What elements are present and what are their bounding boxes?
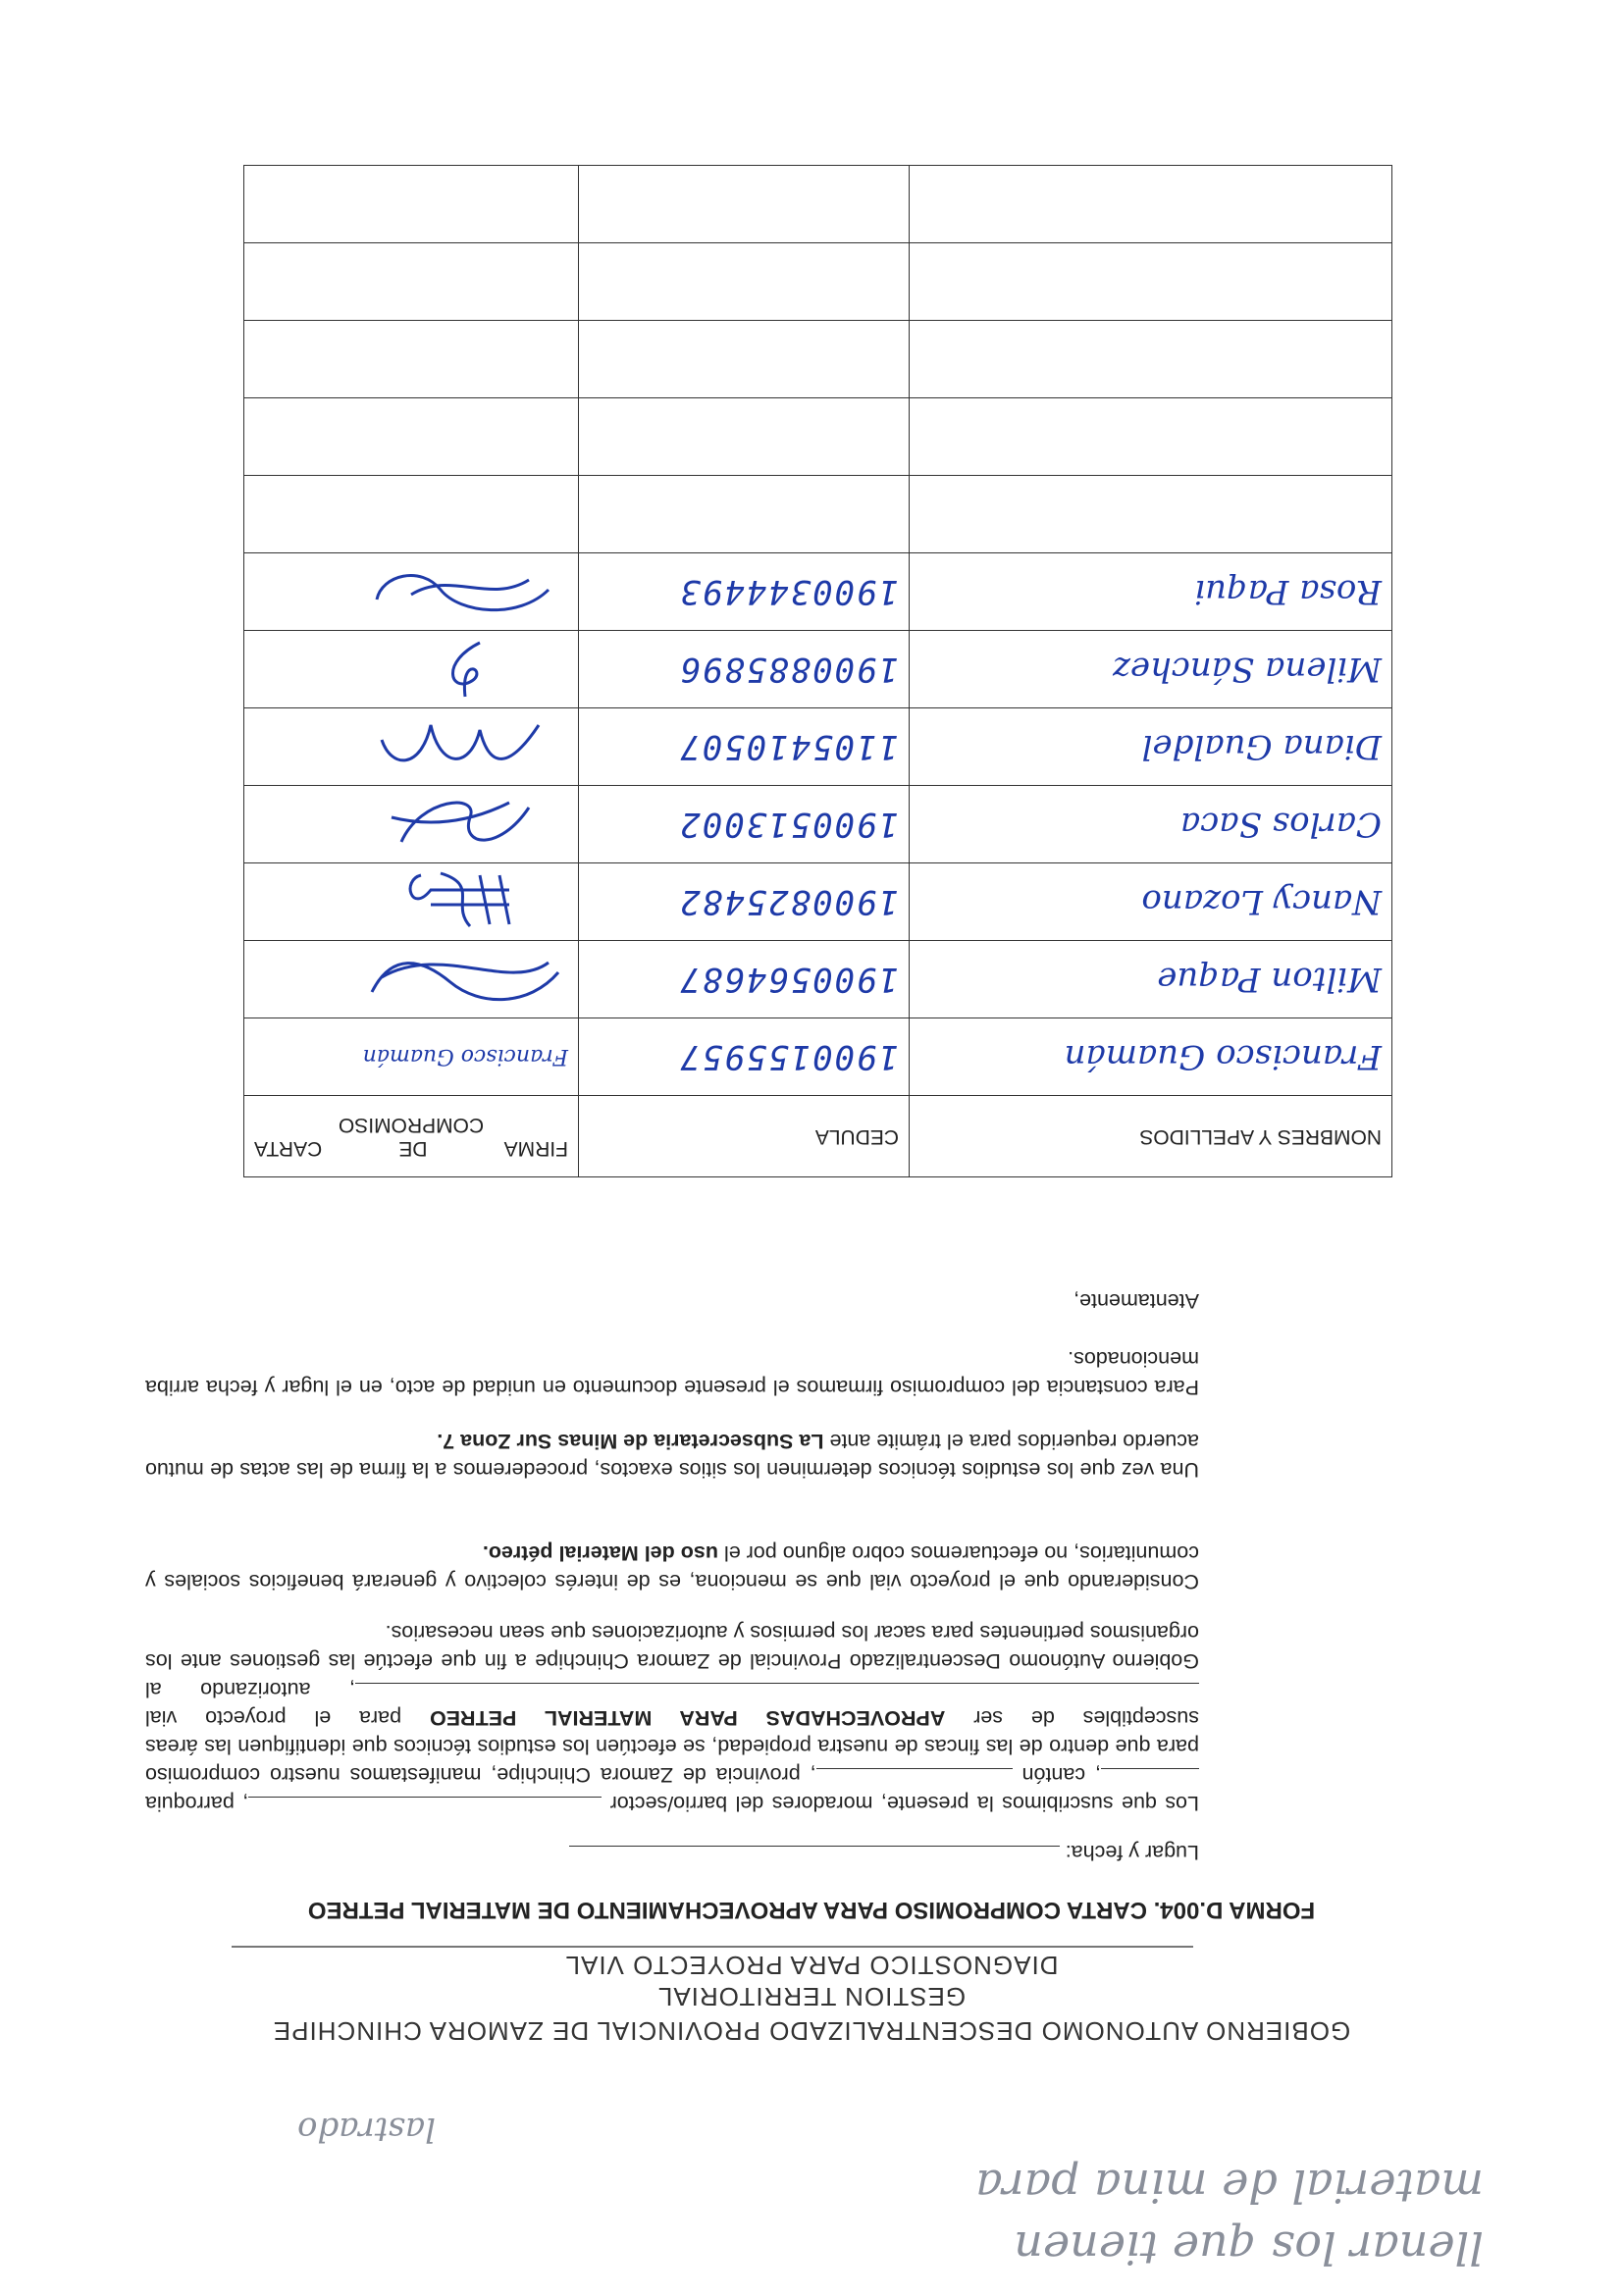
name-cell: Carlos Saca: [910, 786, 1392, 863]
cedula-cell: 1900344493: [579, 553, 910, 631]
cedula-cell: [579, 321, 910, 398]
p3-bold: La Subsecretaria de Minas Sur Zona 7.: [437, 1430, 824, 1453]
p1-text-b: parroquia: [144, 1792, 235, 1815]
proyecto-blank: [355, 1683, 1199, 1684]
table-row: [244, 631, 1392, 708]
p1-text-f: autorizando al Gobierno Autónomo Descentralizado Provincial de Zamora Chinchipe a fin que efectúe las gestiones ante los organismos pertinentes para sacar los permisos y autorizaciones que sean necesarios.: [145, 1621, 1199, 1701]
name-cell: [910, 166, 1392, 243]
signature-cell: [244, 553, 579, 631]
signature-text: Francisco Guamán: [362, 1044, 568, 1070]
p3-text-a: Una vez que los estudios técnicos determinen los sitios exactos, procederemos a la firma de las actas de mutuo acuerdo requeridos para el trámite ante: [145, 1430, 1199, 1482]
lugar-label: Lugar y fecha:: [1065, 1841, 1199, 1864]
closing-text: Atentamente,: [1073, 1289, 1199, 1313]
table-row: [244, 1018, 1392, 1096]
table-row: [244, 786, 1392, 863]
paragraph-4: Para constancia del compromiso firmamos el presente documento en unidad de acto, en el lugar y fecha arriba mencionados.: [145, 1347, 1199, 1399]
firma-header-a: FIRMA: [503, 1137, 568, 1160]
firma-header-d: COMPROMISO: [338, 1114, 485, 1136]
cedula-cell: 1105410507: [579, 708, 910, 786]
cedula-cell: [579, 243, 910, 321]
subtitle-header: DIAGNOSTICO PARA PROYECTO VIAL: [564, 1951, 1059, 1980]
header-divider: [232, 1946, 1193, 1948]
name-cell: Milena Sánchez: [910, 631, 1392, 708]
name-cell: Diana Gualdel: [910, 708, 1392, 786]
p1-text-e: para el proyecto vial: [145, 1706, 402, 1730]
handwritten-note-line3: lastrado: [296, 2110, 436, 2149]
signature-cell: [244, 1018, 579, 1096]
p2-text-a: Considerando que el proyecto vial que se menciona, es de interés colectivo y generará beneficios sociales y comunitarios, no efectuaremos cobro alguno por el: [145, 1541, 1199, 1593]
table-row: [244, 708, 1392, 786]
name-cell: Francisco Guamán: [910, 1018, 1392, 1096]
handwritten-note-line2: material de mina para: [975, 2160, 1484, 2213]
signature-cell: [244, 476, 579, 553]
table-row: [244, 941, 1392, 1018]
paragraph-3: [145, 1427, 1199, 1484]
name-cell: [910, 321, 1392, 398]
signature-table: [243, 165, 1392, 1177]
signature-cell: [244, 243, 579, 321]
parroquia-blank: [1101, 1768, 1199, 1769]
name-cell: [910, 398, 1392, 476]
firma-header: [244, 1096, 579, 1177]
org-header: GOBIERNO AUTONOMO DESCENTRALIZADO PROVINCIAL DE ZAMORA CHINCHIPE: [272, 2016, 1351, 2046]
cedula-header: CEDULA: [579, 1096, 910, 1177]
table-row: [244, 476, 1392, 553]
table-row: [244, 553, 1392, 631]
signature-scribble: [362, 947, 568, 1012]
name-cell: Milton Paque: [910, 941, 1392, 1018]
table-header-row: [244, 1096, 1392, 1177]
table-row: [244, 863, 1392, 941]
signature-scribble: [362, 869, 568, 934]
table-row: [244, 166, 1392, 243]
barrio-blank: [248, 1797, 602, 1798]
dept-header: GESTION TERRITORIAL: [656, 1982, 967, 2011]
signature-scribble: [362, 792, 568, 857]
name-cell: [910, 476, 1392, 553]
p1-text-d: provincia de Zamora Chinchipe, manifestamos nuestro compromiso para que dentro de las fincas de nuestra propiedad, se efectúen los estudios técnicos que identifiquen las áreas susceptibles de ser: [145, 1706, 1199, 1787]
cedula-cell: 1900155957: [579, 1018, 910, 1096]
signature-scribble: [362, 559, 568, 624]
signature-cell: [244, 631, 579, 708]
lugar-fecha-line: [145, 1838, 1199, 1866]
cedula-cell: 1900513002: [579, 786, 910, 863]
canton-blank: [816, 1768, 1013, 1769]
form-title: FORMA D.004. CARTA COMPROMISO PARA APROVECHAMIENTO DE MATERIAL PETREO: [307, 1897, 1316, 1923]
cedula-cell: 1900564687: [579, 941, 910, 1018]
p1-bold: APROVECHADAS PARA MATERIAL PETREO: [429, 1706, 946, 1730]
cedula-cell: 1900825482: [579, 863, 910, 941]
cedula-cell: [579, 398, 910, 476]
signature-cell: [244, 321, 579, 398]
p1-text-a: Los que suscribimos la presente, moradores del barrio/sector: [609, 1792, 1199, 1815]
paragraph-1: Los que suscribimos la presente, moradores del barrio/sector , parroquia, cantón , provincia de Zamora Chinchipe, manifestamos nuestro compromiso para que dentro de las fincas de nuestra propiedad, se efectúen los estudios técnicos que identifiquen las áreas susceptibles de ser APROVECHADAS PARA MATERIAL PETREO para el proyecto vial , autorizando al Gobierno Autónomo Descentralizado Provincial de Zamora Chinchipe a fin que efectúe las gestiones ante los organismos pertinentes para sacar los permisos y autorizaciones que sean necesarios.: [144, 1621, 1199, 1815]
firma-header-c: CARTA: [254, 1137, 323, 1160]
table-row: [244, 398, 1392, 476]
signature-cell: [244, 708, 579, 786]
name-cell: [910, 243, 1392, 321]
table-row: [244, 243, 1392, 321]
cedula-cell: 1900885896: [579, 631, 910, 708]
handwritten-note-line1: llenar los que tienen: [1014, 2221, 1484, 2274]
firma-header-b: DE: [398, 1137, 428, 1160]
name-cell: Nancy Lozano: [910, 863, 1392, 941]
table-row: [244, 321, 1392, 398]
signature-cell: [244, 786, 579, 863]
lugar-blank: [569, 1846, 1060, 1847]
name-cell: Rosa Paqui: [910, 553, 1392, 631]
signature-cell: [244, 398, 579, 476]
cedula-cell: [579, 476, 910, 553]
signature-scribble: [362, 714, 568, 779]
paragraph-2: [145, 1539, 1199, 1595]
names-header: NOMBRES Y APELLIDOS: [910, 1096, 1392, 1177]
p2-bold: uso del Material pétreo.: [482, 1541, 718, 1565]
p1-text-c: cantón: [1021, 1763, 1086, 1787]
signature-cell: [244, 863, 579, 941]
cedula-cell: [579, 166, 910, 243]
signature-scribble: [362, 637, 568, 702]
signature-cell: [244, 941, 579, 1018]
signature-cell: [244, 166, 579, 243]
